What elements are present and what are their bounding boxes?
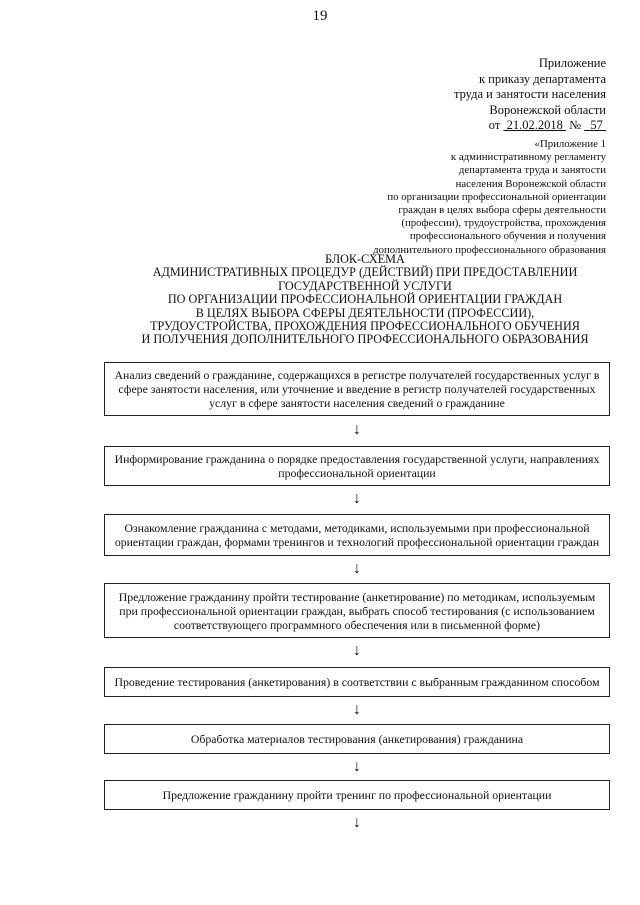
title-line: АДМИНИСТРАТИВНЫХ ПРОЦЕДУР (ДЕЙСТВИЙ) ПРИ ПРЕДОСТАВЛЕНИИ <box>152 265 578 280</box>
attachment-date-line <box>454 118 606 134</box>
flow-step-1: Анализ сведений о гражданине, содержащихся в регистре получателей государственных услуг в сфере занятости населения, или уточнение и введение в регистр получателей государственных услуг в сфере занятости населения сведений о гражданине <box>104 362 610 416</box>
regulation-line: к административному регламенту <box>450 151 606 164</box>
flow-step-5: Проведение тестирования (анкетирования) в соответствии с выбранным гражданином способом <box>104 667 610 697</box>
regulation-line: граждан в целях выбора сферы деятельности <box>398 204 606 217</box>
attachment-block <box>454 56 606 134</box>
regulation-line: населения Воронежской области <box>455 177 606 190</box>
flow-step-3: Ознакомление гражданина с методами, методиками, используемыми при профессиональной ориентации граждан, формами тренингов и технологий профессиональной ориентации граждан <box>104 514 610 556</box>
arrow-down-icon: ↓ <box>353 642 361 659</box>
attachment-line: Приложение <box>538 56 606 70</box>
regulation-line: «Приложение 1 <box>534 138 606 150</box>
order-number: 57 <box>590 118 603 132</box>
arrow-down-icon: ↓ <box>353 560 361 577</box>
arrow-down-icon: ↓ <box>353 758 361 775</box>
flow-step-7: Предложение гражданину пройти тренинг по профессиональной ориентации <box>104 780 610 810</box>
flow-step-4: Предложение гражданину пройти тестирование (анкетирование) по методикам, используемым при профессиональной ориентации граждан, выбрать способ тестирования (с использованием соответствующего программного обеспечения или в письменной форме) <box>104 583 610 638</box>
attachment-line: Воронежской области <box>489 102 606 117</box>
regulation-line: дополнительного профессионального образования <box>373 243 606 256</box>
arrow-down-icon: ↓ <box>353 490 361 507</box>
order-date: 21.02.2018 <box>506 118 563 132</box>
title-line: И ПОЛУЧЕНИЯ ДОПОЛНИТЕЛЬНОГО ПРОФЕССИОНАЛЬНОГО ОБРАЗОВАНИЯ <box>141 332 589 347</box>
title-line: ТРУДОУСТРОЙСТВА, ПРОХОЖДЕНИЯ ПРОФЕССИОНАЛЬНОГО ОБУЧЕНИЯ <box>150 319 580 334</box>
title-line: ПО ОРГАНИЗАЦИИ ПРОФЕССИОНАЛЬНОЙ ОРИЕНТАЦИИ ГРАЖДАН <box>167 292 563 307</box>
flow-step-6: Обработка материалов тестирования (анкетирования) гражданина <box>104 724 610 754</box>
regulation-line: по организации профессиональной ориентации <box>387 190 606 203</box>
regulation-line: (профессии), трудоустройства, прохождения <box>401 217 606 230</box>
flow-step-2: Информирование гражданина о порядке предоставления государственной услуги, направлениях профессиональной ориентации <box>104 446 610 486</box>
document-title <box>0 253 640 347</box>
arrow-down-icon: ↓ <box>353 421 361 438</box>
title-line: БЛОК-СХЕМА <box>325 252 405 266</box>
title-line: ГОСУДАРСТВЕННОЙ УСЛУГИ <box>278 278 452 293</box>
number-prefix: № <box>569 118 581 132</box>
arrow-down-icon: ↓ <box>353 701 361 718</box>
attachment-line: к приказу департамента <box>478 71 606 86</box>
title-line: В ЦЕЛЯХ ВЫБОРА СФЕРЫ ДЕЯТЕЛЬНОСТИ (ПРОФЕССИИ), <box>195 305 535 320</box>
attachment-line: труда и занятости населения <box>453 87 606 101</box>
page-number: 19 <box>312 8 328 24</box>
date-prefix: от <box>488 118 501 132</box>
arrow-down-icon: ↓ <box>353 814 361 831</box>
regulation-line: департамента труда и занятости <box>458 164 606 177</box>
regulation-note <box>373 138 606 257</box>
regulation-line: профессионального обучения и получения <box>409 230 606 243</box>
